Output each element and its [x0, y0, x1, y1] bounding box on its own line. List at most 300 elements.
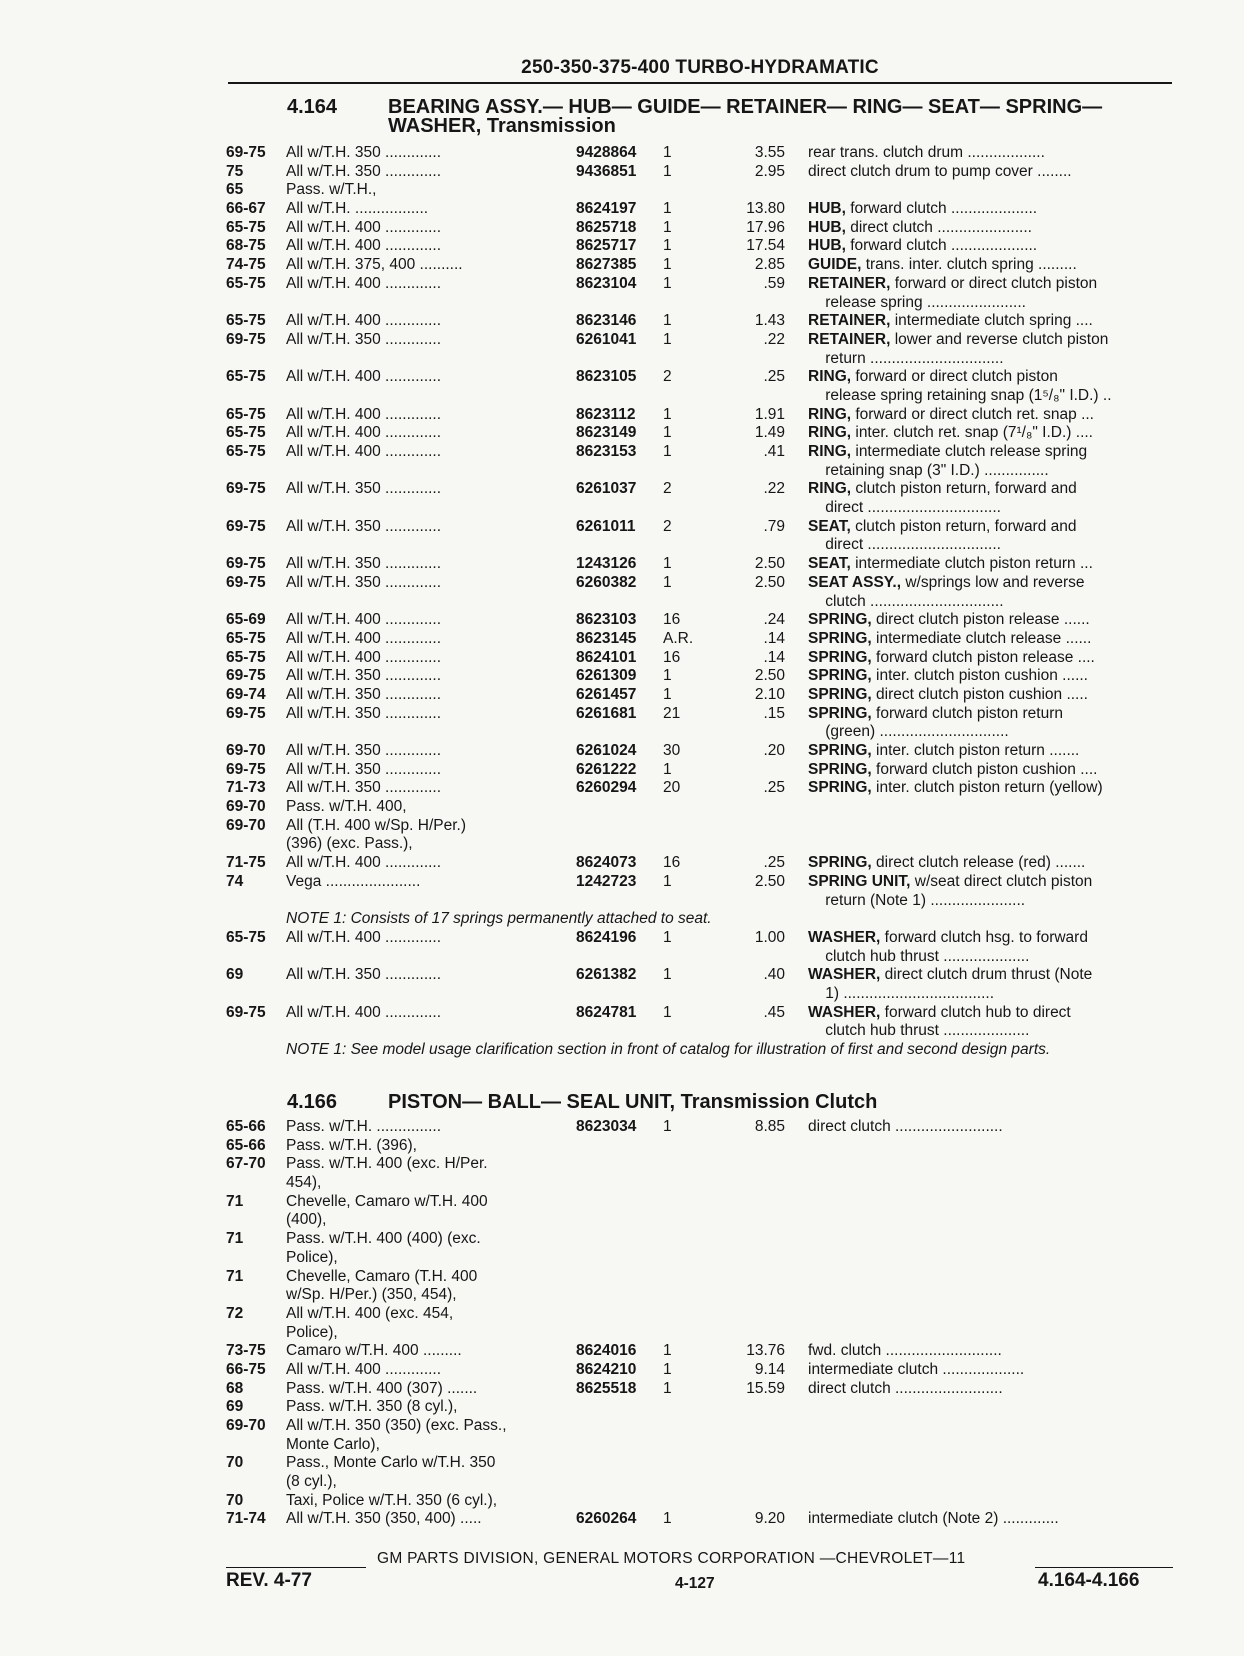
- quantity: 1: [663, 1510, 672, 1528]
- description: [808, 200, 1174, 219]
- part-name: WASHER,: [808, 928, 881, 946]
- part-number: 8623112: [576, 405, 636, 423]
- part-number: 8623103: [576, 611, 637, 629]
- part-number: 8623145: [576, 629, 637, 647]
- description: [808, 518, 1174, 537]
- part-name: HUB,: [808, 237, 846, 255]
- price: 2.95: [754, 162, 785, 180]
- description-text: intermediate clutch piston return ...: [850, 555, 1093, 573]
- page-number: 4-127: [675, 1575, 715, 1592]
- parts-table-4166: [0, 1118, 1244, 1529]
- application: Pass., Monte Carlo w/T.H. 350: [286, 1454, 496, 1472]
- description: [808, 237, 1174, 256]
- description-text: release spring .......................: [808, 293, 1026, 311]
- description-text: forward or direct clutch ret. snap ...: [851, 405, 1094, 423]
- application: (8 cyl.),: [286, 1473, 337, 1491]
- model-year: 69-75: [226, 330, 266, 348]
- table-row: [0, 779, 1244, 798]
- part-number: 8627385: [576, 256, 637, 274]
- description: [808, 779, 1174, 798]
- model-year: 65-75: [226, 648, 266, 666]
- application: All w/T.H. 400 .............: [286, 405, 442, 423]
- footer-rule-right: [1035, 1567, 1173, 1568]
- model-year: 69: [226, 1398, 244, 1416]
- description-text: forward clutch ....................: [845, 200, 1038, 218]
- description-text: direct clutch drum thrust (Note: [880, 966, 1093, 984]
- description: [808, 555, 1174, 574]
- description-text: intermediate clutch (Note 2) .............: [808, 1510, 1059, 1528]
- table-row: [0, 667, 1244, 686]
- quantity: 1: [663, 760, 672, 778]
- price: 1.43: [754, 312, 785, 330]
- quantity: 1: [663, 685, 672, 703]
- application: All w/T.H. 400 .............: [286, 368, 442, 386]
- model-year: 69-70: [226, 742, 266, 759]
- application: All w/T.H. 400 .............: [286, 854, 442, 872]
- description-text: forward clutch piston return: [871, 704, 1063, 722]
- part-number: 9436851: [576, 162, 637, 180]
- description-text: clutch piston return, forward and: [851, 480, 1077, 498]
- application: Pass. w/T.H. (396),: [286, 1136, 417, 1154]
- table-row: [0, 1193, 1244, 1212]
- description-text: intermediate clutch ...................: [808, 1360, 1025, 1378]
- table-row: [0, 761, 1244, 780]
- part-number: 1243126: [576, 555, 637, 573]
- part-name: RING,: [808, 405, 852, 423]
- application: All w/T.H. 350 .............: [286, 517, 442, 535]
- description: [808, 387, 1174, 406]
- part-number: 8625518: [576, 1379, 637, 1397]
- description-text: trans. inter. clutch spring .........: [861, 256, 1077, 274]
- application: All w/T.H. 400 .............: [286, 274, 442, 292]
- model-year: 71: [226, 1230, 244, 1248]
- model-year: 69-75: [226, 704, 266, 722]
- description: [808, 667, 1174, 686]
- table-row: [0, 966, 1244, 985]
- part-number: 8623104: [576, 274, 637, 292]
- quantity: 1: [663, 1118, 672, 1135]
- description: [808, 892, 1174, 911]
- application: All w/T.H. 350 .............: [286, 144, 442, 161]
- model-year: 69-75: [226, 517, 266, 535]
- price: .40: [763, 966, 785, 984]
- application: All w/T.H. 400 .............: [286, 629, 442, 647]
- application: Taxi, Police w/T.H. 350 (6 cyl.),: [286, 1491, 498, 1509]
- model-year: 73-75: [226, 1342, 266, 1360]
- description-text: intermediate clutch release spring: [851, 443, 1088, 460]
- price: 2.10: [754, 685, 785, 703]
- application: All w/T.H. 400 .............: [286, 312, 442, 330]
- table-row: [0, 1436, 1244, 1455]
- description: [808, 499, 1174, 518]
- part-number: 6261309: [576, 667, 637, 685]
- price: .22: [763, 480, 785, 498]
- application: All w/T.H. 400 .............: [286, 218, 442, 236]
- description: [808, 443, 1174, 462]
- description-text: direct clutch .........................: [808, 1118, 1003, 1135]
- quantity: 1: [663, 966, 672, 984]
- application: w/Sp. H/Per.) (350, 454),: [286, 1286, 457, 1304]
- description-text: intermediate clutch release ......: [871, 629, 1092, 647]
- price: .14: [763, 648, 785, 666]
- quantity: 1: [663, 1360, 672, 1378]
- part-name: RETAINER,: [808, 312, 891, 330]
- description: [808, 1361, 1174, 1380]
- table-row: [0, 499, 1244, 518]
- description: [808, 256, 1174, 275]
- description-text: direct clutch piston cushion .....: [871, 685, 1088, 703]
- model-year: 69-70: [226, 798, 266, 816]
- revision-label: REV. 4-77: [226, 1570, 312, 1591]
- application: Vega ......................: [286, 872, 421, 890]
- table-row: [0, 387, 1244, 406]
- description-text: fwd. clutch ...........................: [808, 1342, 1002, 1360]
- description: [808, 929, 1174, 948]
- part-number: 6261024: [576, 742, 637, 759]
- table-row: [0, 1342, 1244, 1361]
- model-year: 71-75: [226, 854, 266, 872]
- table-row: [0, 1174, 1244, 1193]
- price: .45: [763, 1003, 785, 1021]
- application: All w/T.H. 400 .............: [286, 237, 442, 255]
- table-row: [0, 555, 1244, 574]
- model-year: 65-75: [226, 443, 266, 460]
- price: .25: [763, 368, 785, 386]
- table-row: [0, 331, 1244, 350]
- application: Police),: [286, 1248, 338, 1266]
- application: All w/T.H. 375, 400 ..........: [286, 256, 463, 274]
- table-row: [0, 144, 1244, 163]
- table-row: [0, 892, 1244, 911]
- section-heading-4164: [287, 98, 1102, 136]
- part-name: HUB,: [808, 200, 846, 218]
- description: [808, 1342, 1174, 1361]
- table-row: [0, 1454, 1244, 1473]
- table-row: [0, 200, 1244, 219]
- table-row: [0, 705, 1244, 724]
- quantity: 1: [663, 237, 672, 255]
- table-row: [0, 798, 1244, 817]
- table-row: [0, 536, 1244, 555]
- quantity: 16: [663, 854, 681, 872]
- part-number: 6261222: [576, 760, 637, 778]
- part-number: 8625718: [576, 218, 637, 236]
- description: [808, 948, 1174, 967]
- price: .79: [763, 517, 785, 535]
- part-number: 8624197: [576, 200, 637, 218]
- model-year: 65-75: [226, 424, 266, 442]
- table-row: [0, 424, 1244, 443]
- description-text: direct clutch piston release ......: [871, 611, 1090, 629]
- model-year: 71: [226, 1192, 244, 1210]
- part-number: 6261681: [576, 704, 637, 722]
- quantity: 1: [663, 405, 672, 423]
- application: Pass. w/T.H. 400 (307) .......: [286, 1379, 478, 1397]
- model-year: 71-73: [226, 779, 266, 797]
- description: [808, 873, 1174, 892]
- application: Monte Carlo),: [286, 1435, 380, 1453]
- part-name: RING,: [808, 443, 852, 460]
- price: .22: [763, 330, 785, 348]
- table-row: [0, 350, 1244, 369]
- price: 1.49: [754, 424, 785, 442]
- table-row: [0, 275, 1244, 294]
- quantity: 1: [663, 1003, 672, 1021]
- application: Chevelle, Camaro w/T.H. 400: [286, 1192, 488, 1210]
- application: Pass. w/T.H. 400 (exc. H/Per.: [286, 1155, 488, 1173]
- footer-publisher: GM PARTS DIVISION, GENERAL MOTORS CORPORATION —CHEVROLET—11: [377, 1550, 966, 1567]
- section-number: 4.164: [287, 96, 338, 118]
- model-year: 68-75: [226, 237, 266, 255]
- model-year: 65-75: [226, 274, 266, 292]
- part-name: SPRING UNIT,: [808, 872, 911, 890]
- model-year: 69-74: [226, 685, 266, 703]
- table-row: [0, 985, 1244, 1004]
- part-name: RING,: [808, 424, 852, 442]
- model-year: 66-67: [226, 200, 266, 218]
- quantity: 1: [663, 218, 672, 236]
- table-row: [0, 854, 1244, 873]
- quantity: 16: [663, 648, 681, 666]
- table-row: [0, 163, 1244, 182]
- price: 13.76: [746, 1342, 785, 1360]
- price: 15.59: [746, 1379, 785, 1397]
- description: [808, 275, 1174, 294]
- description: [808, 536, 1174, 555]
- model-year: 75: [226, 162, 244, 180]
- part-number: 6261382: [576, 966, 637, 984]
- application: (400),: [286, 1211, 327, 1229]
- table-row: [0, 1286, 1244, 1305]
- quantity: 1: [663, 928, 672, 946]
- note-text: NOTE 1: See model usage clarification section in front of catalog for illustration of first and second design parts.: [286, 1041, 1051, 1059]
- description: [808, 985, 1174, 1004]
- description-text: direct ...............................: [808, 536, 1001, 554]
- description: [808, 574, 1174, 593]
- price: 9.14: [754, 1360, 785, 1378]
- application: (396) (exc. Pass.),: [286, 835, 413, 853]
- table-row: [0, 1492, 1244, 1511]
- note-text: NOTE 1: Consists of 17 springs permanently attached to seat.: [286, 910, 712, 928]
- description-text: w/springs low and reverse: [901, 573, 1085, 591]
- model-year: 69-75: [226, 480, 266, 498]
- table-row: [0, 630, 1244, 649]
- application: All w/T.H. 350 .............: [286, 760, 442, 778]
- description-text: forward clutch piston release ....: [871, 648, 1095, 666]
- description: [808, 649, 1174, 668]
- application: All w/T.H. 400 .............: [286, 648, 442, 666]
- table-row: [0, 948, 1244, 967]
- part-name: RING,: [808, 368, 852, 386]
- part-name: SPRING,: [808, 854, 872, 872]
- quantity: 1: [663, 200, 672, 218]
- part-name: WASHER,: [808, 966, 881, 984]
- table-row: [0, 723, 1244, 742]
- model-year: 67-70: [226, 1155, 266, 1173]
- model-year: 70: [226, 1491, 244, 1509]
- part-name: GUIDE,: [808, 256, 862, 274]
- description-text: clutch piston return, forward and: [850, 517, 1077, 535]
- table-row: [0, 1324, 1244, 1343]
- quantity: A.R.: [663, 629, 694, 647]
- model-year: 65-75: [226, 928, 266, 946]
- model-year: 69-75: [226, 1003, 266, 1021]
- part-number: 8624781: [576, 1003, 637, 1021]
- table-row: [0, 1211, 1244, 1230]
- description: [808, 312, 1174, 331]
- description-text: direct clutch drum to pump cover ........: [808, 162, 1072, 180]
- description-text: direct clutch release (red) .......: [871, 854, 1086, 872]
- model-year: 71: [226, 1267, 244, 1285]
- quantity: 1: [663, 256, 672, 274]
- price: 2.50: [754, 573, 785, 591]
- description-text: forward clutch hsg. to forward: [880, 928, 1088, 946]
- model-year: 65-75: [226, 312, 266, 330]
- description-text: forward or direct clutch piston: [890, 274, 1098, 292]
- application: All w/T.H. 350 .............: [286, 667, 442, 685]
- part-name: WASHER,: [808, 1003, 881, 1021]
- section-title: BEARING ASSY.— HUB— GUIDE— RETAINER— RING— SEAT— SPRING—: [388, 96, 1103, 118]
- table-row: [0, 368, 1244, 387]
- description-text: forward clutch ....................: [845, 237, 1038, 255]
- model-year: 65: [226, 181, 244, 199]
- part-name: SPRING,: [808, 760, 872, 778]
- part-name: SEAT,: [808, 555, 851, 573]
- price: 2.50: [754, 872, 785, 890]
- table-row: [0, 1473, 1244, 1492]
- part-number: 6261457: [576, 685, 637, 703]
- table-row: [0, 1268, 1244, 1287]
- application: All w/T.H. 400 .............: [286, 424, 442, 442]
- description: [808, 630, 1174, 649]
- model-year: 72: [226, 1304, 244, 1322]
- table-row: [0, 1361, 1244, 1380]
- price: 2.85: [754, 256, 785, 274]
- table-row: [0, 518, 1244, 537]
- description-text: direct clutch .........................: [808, 1379, 1003, 1397]
- table-row: [0, 237, 1244, 256]
- part-number: 8624196: [576, 928, 637, 946]
- quantity: 1: [663, 330, 672, 348]
- model-year: 65-75: [226, 368, 266, 386]
- application: All w/T.H. 400 (exc. 454,: [286, 1304, 454, 1322]
- model-year: 69-75: [226, 573, 266, 591]
- quantity: 1: [663, 162, 672, 180]
- part-number: 8624073: [576, 854, 637, 872]
- application: All w/T.H. 350 .............: [286, 480, 442, 498]
- description: [808, 705, 1174, 724]
- description: [808, 480, 1174, 499]
- part-number: 8624101: [576, 648, 637, 666]
- model-year: 68: [226, 1379, 244, 1397]
- application: 454),: [286, 1174, 322, 1192]
- application: Pass. w/T.H. 350 (8 cyl.),: [286, 1398, 458, 1416]
- table-row: [0, 1417, 1244, 1436]
- table-row: [0, 1004, 1244, 1023]
- description-text: retaining snap (3" I.D.) ...............: [808, 461, 1049, 479]
- description: [808, 331, 1174, 350]
- section-title: PISTON— BALL— SEAL UNIT, Transmission Clutch: [388, 1091, 878, 1113]
- part-name: SEAT,: [808, 517, 851, 535]
- quantity: 2: [663, 517, 672, 535]
- table-row: [0, 294, 1244, 313]
- model-year: 70: [226, 1454, 244, 1472]
- price: .20: [763, 742, 785, 759]
- price: 13.80: [746, 200, 785, 218]
- description: [808, 723, 1174, 742]
- application: Police),: [286, 1323, 338, 1341]
- table-row: [0, 742, 1244, 761]
- application: All w/T.H. 350 (350) (exc. Pass.,: [286, 1417, 507, 1434]
- table-row: [0, 1041, 1244, 1060]
- description-text: direct clutch ......................: [845, 218, 1032, 236]
- part-name: SEAT ASSY.,: [808, 573, 902, 591]
- table-row: [0, 910, 1244, 929]
- header-rule: [228, 82, 1172, 84]
- price: .25: [763, 779, 785, 797]
- application: All w/T.H. 350 .............: [286, 573, 442, 591]
- quantity: 1: [663, 872, 672, 890]
- model-year: 65-75: [226, 218, 266, 236]
- table-row: [0, 1305, 1244, 1324]
- quantity: 21: [663, 704, 681, 722]
- section-number: 4.166: [287, 1091, 338, 1113]
- quantity: 20: [663, 779, 681, 797]
- table-row: [0, 649, 1244, 668]
- table-row: [0, 462, 1244, 481]
- part-number: 6261041: [576, 330, 637, 348]
- description: [808, 350, 1174, 369]
- table-row: [0, 256, 1244, 275]
- quantity: 1: [663, 424, 672, 442]
- description: [808, 742, 1174, 761]
- part-number: 8625717: [576, 237, 637, 255]
- description: [808, 1510, 1174, 1529]
- model-year: 69-70: [226, 1417, 266, 1434]
- description: [808, 144, 1174, 163]
- model-year: 65-75: [226, 629, 266, 647]
- model-year: 71-74: [226, 1510, 266, 1528]
- quantity: 1: [663, 1342, 672, 1360]
- application: All w/T.H. 350 .............: [286, 742, 442, 759]
- part-number: 8623146: [576, 312, 637, 330]
- table-row: [0, 1510, 1244, 1529]
- description: [808, 611, 1174, 630]
- part-number: 8624210: [576, 1360, 637, 1378]
- table-row: [0, 480, 1244, 499]
- quantity: 1: [663, 144, 672, 161]
- description: [808, 761, 1174, 780]
- model-year: 69-75: [226, 555, 266, 573]
- part-number: 8623105: [576, 368, 637, 386]
- part-name: SPRING,: [808, 742, 872, 759]
- description: [808, 424, 1174, 443]
- table-row: [0, 611, 1244, 630]
- description-text: intermediate clutch spring ....: [890, 312, 1093, 330]
- application: All w/T.H. 350 .............: [286, 555, 442, 573]
- part-name: SPRING,: [808, 704, 872, 722]
- description: [808, 462, 1174, 481]
- price: 3.55: [754, 144, 785, 161]
- description: [808, 294, 1174, 313]
- part-number: 6260264: [576, 1510, 637, 1528]
- table-row: [0, 1137, 1244, 1156]
- model-year: 65-75: [226, 405, 266, 423]
- price: .14: [763, 629, 785, 647]
- section-heading-4166: [287, 1093, 877, 1112]
- part-number: 6260294: [576, 779, 637, 797]
- footer-rule-left: [226, 1567, 366, 1568]
